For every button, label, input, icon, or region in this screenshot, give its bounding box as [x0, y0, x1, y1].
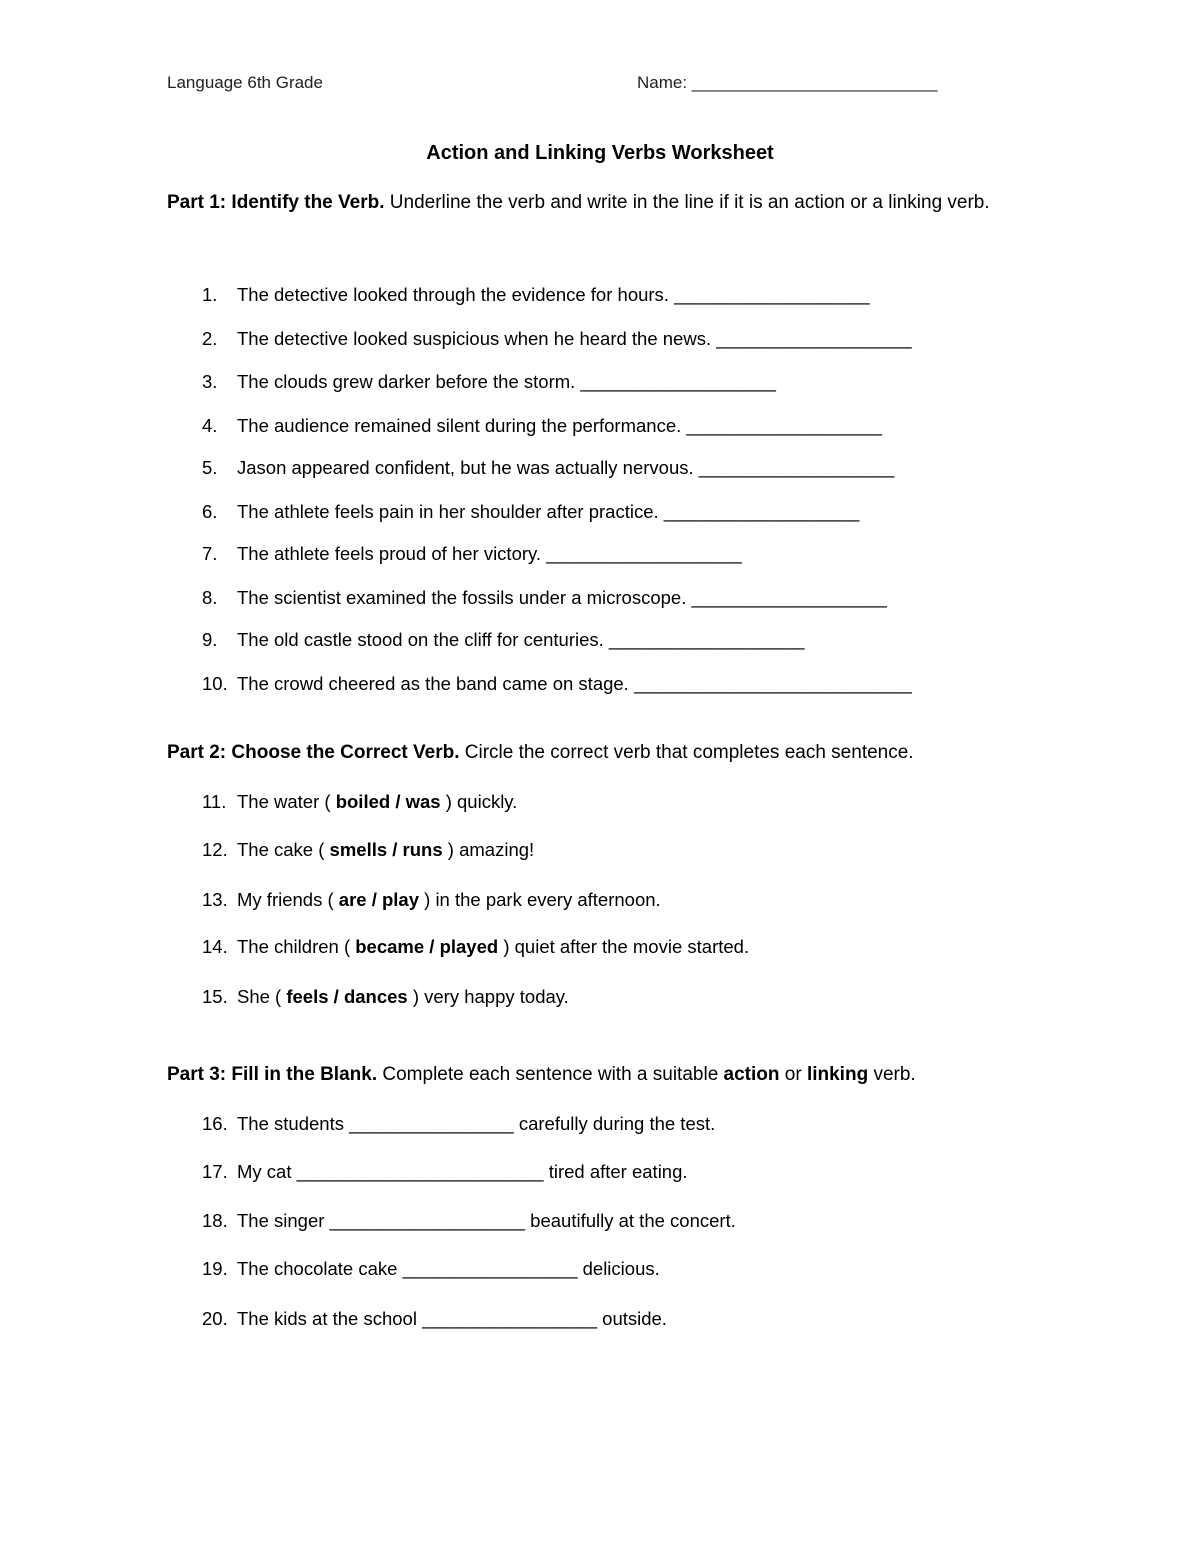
question-number: 14.: [202, 936, 228, 957]
question-2: [202, 328, 912, 350]
sentence-end: ) quiet after the movie started.: [498, 936, 750, 957]
part3-instruction-text: Complete each sentence with a suitable: [377, 1064, 724, 1085]
question-text: The clouds grew darker before the storm. ___________________: [237, 371, 776, 392]
question-text: The students ________________ carefully during the test.: [237, 1113, 716, 1134]
question-4: [202, 415, 882, 437]
part1-heading: Part 1: Identify the Verb.: [167, 192, 385, 213]
question-17: [202, 1161, 688, 1183]
question-8: [202, 587, 887, 609]
question-9: [202, 629, 804, 651]
question-11: [202, 791, 517, 813]
question-number: 8.: [202, 587, 218, 608]
question-number: 5.: [202, 457, 218, 478]
name-field: Name: __________________________: [637, 73, 938, 92]
verb-choices: became / played: [355, 936, 499, 957]
question-10: [202, 673, 912, 695]
question-text: The detective looked suspicious when he heard the news. ___________________: [237, 328, 912, 349]
sentence-end: ) amazing!: [442, 839, 535, 860]
sentence-start: She (: [237, 986, 287, 1007]
part1-instructions: [167, 186, 1027, 219]
question-number: 15.: [202, 986, 228, 1007]
instruction-end: verb.: [868, 1064, 916, 1085]
question-number: 18.: [202, 1210, 228, 1231]
question-19: [202, 1258, 660, 1280]
question-12: [202, 839, 534, 861]
sentence-start: The cake (: [237, 839, 330, 860]
page-title: Action and Linking Verbs Worksheet: [426, 142, 774, 164]
question-number: 16.: [202, 1113, 228, 1134]
word-action: action: [723, 1064, 780, 1085]
question-15: [202, 986, 569, 1008]
question-text: The old castle stood on the cliff for centuries. ___________________: [237, 629, 805, 650]
question-number: 20.: [202, 1308, 228, 1329]
sentence-end: ) very happy today.: [407, 986, 569, 1007]
question-7: [202, 543, 742, 565]
question-number: 6.: [202, 501, 218, 522]
question-3: [202, 371, 776, 393]
sentence-start: The children (: [237, 936, 356, 957]
verb-choices: boiled / was: [335, 791, 441, 812]
question-number: 17.: [202, 1161, 228, 1182]
course-label: Language 6th Grade: [167, 73, 323, 92]
question-20: [202, 1308, 667, 1330]
question-text: The athlete feels proud of her victory. ___________________: [237, 543, 742, 564]
question-number: 2.: [202, 328, 218, 349]
word-or: or: [779, 1064, 807, 1085]
question-6: [202, 501, 859, 523]
question-number: 7.: [202, 543, 218, 564]
question-number: 9.: [202, 629, 218, 650]
question-18: [202, 1210, 736, 1232]
question-number: 3.: [202, 371, 218, 392]
question-text: The chocolate cake _________________ delicious.: [237, 1258, 660, 1279]
part3-instructions: [167, 1058, 1027, 1091]
sentence-end: ) quickly.: [440, 791, 518, 812]
sentence-start: The water (: [237, 791, 336, 812]
part3-heading: Part 3: Fill in the Blank.: [167, 1064, 378, 1085]
question-13: [202, 889, 661, 911]
question-text: My cat ________________________ tired after eating.: [237, 1161, 688, 1182]
question-text: The kids at the school _________________ outside.: [237, 1308, 667, 1329]
question-number: 4.: [202, 415, 218, 436]
question-number: 11.: [202, 791, 227, 812]
question-text: The crowd cheered as the band came on stage. ___________________________: [237, 673, 912, 694]
question-14: [202, 936, 749, 958]
part1-instruction-text: Underline the verb and write in the line if it is an action or a linking verb.: [384, 192, 990, 213]
question-number: 10.: [202, 673, 228, 694]
question-text: The detective looked through the evidence for hours. ___________________: [237, 284, 870, 305]
question-text: The athlete feels pain in her shoulder after practice. ___________________: [237, 501, 860, 522]
question-number: 1.: [202, 284, 218, 305]
question-16: [202, 1113, 715, 1135]
verb-choices: smells / runs: [329, 839, 443, 860]
part2-instructions: [167, 736, 1027, 769]
question-number: 12.: [202, 839, 228, 860]
question-number: 13.: [202, 889, 228, 910]
question-number: 19.: [202, 1258, 228, 1279]
question-text: Jason appeared confident, but he was actually nervous. ___________________: [237, 457, 895, 478]
sentence-start: My friends (: [237, 889, 339, 910]
part2-heading: Part 2: Choose the Correct Verb.: [167, 742, 460, 763]
word-linking: linking: [806, 1064, 869, 1085]
question-1: [202, 284, 870, 306]
question-5: [202, 457, 894, 479]
part2-instruction-text: Circle the correct verb that completes each sentence.: [459, 742, 914, 763]
question-text: The audience remained silent during the performance. ___________________: [237, 415, 882, 436]
verb-choices: feels / dances: [286, 986, 408, 1007]
question-text: The singer ___________________ beautifully at the concert.: [237, 1210, 736, 1231]
sentence-end: ) in the park every afternoon.: [419, 889, 661, 910]
question-text: The scientist examined the fossils under a microscope. ___________________: [237, 587, 887, 608]
verb-choices: are / play: [338, 889, 419, 910]
